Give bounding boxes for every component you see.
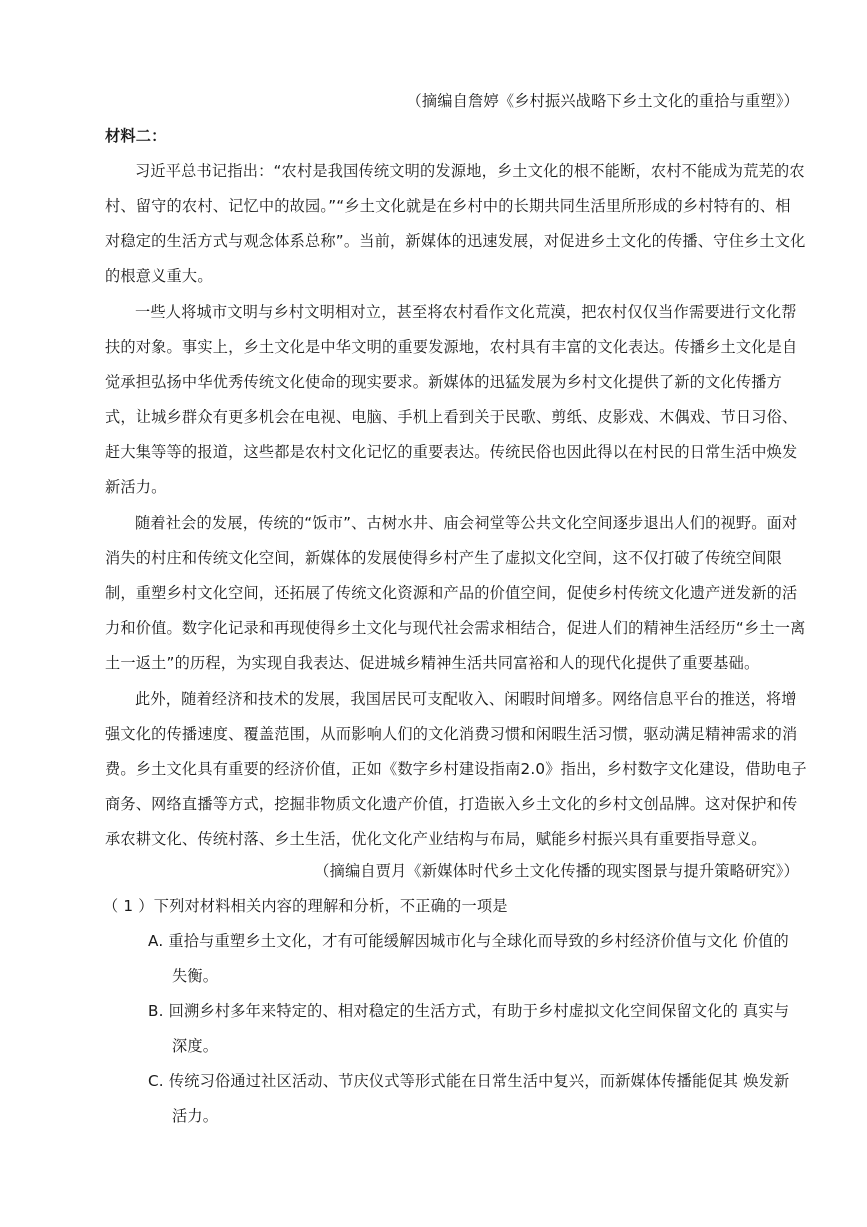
source-citation-2: （摘编自贾月《新媒体时代乡土文化传播的现实图景与提升策略研究》）	[314, 862, 799, 880]
option-b: B. 回溯乡村多年来特定的、相对稳定的生活方式，有助于乡村虚拟文化空间保留文化的 真实与	[148, 1002, 790, 1020]
paragraph-line: 此外，随着经济和技术的发展，我国居民可支配收入、闲暇时间增多。网络信息平台的推送，将增	[135, 690, 797, 708]
paragraph-line: 消失的村庄和传统文化空间，新媒体的发展使得乡村产生了虚拟文化空间，这不仅打破了传统空间限	[105, 549, 783, 567]
source-citation-1: （摘编自詹婷《乡村振兴战略下乡土文化的重拾与重塑》）	[406, 92, 799, 110]
paragraph-line: 对稳定的生活方式与观念体系总称”。当前，新媒体的迅速发展，对促进乡土文化的传播、守住乡土文化	[105, 232, 806, 250]
paragraph-line: 的根意义重大。	[105, 267, 213, 285]
paragraph-line: 承农耕文化、传统村落、乡土生活，优化文化产业结构与布局，赋能乡村振兴具有重要指导意义。	[105, 830, 767, 848]
paragraph-line: 觉承担弘扬中华优秀传统文化使命的现实要求。新媒体的迅猛发展为乡村文化提供了新的文化传播方	[105, 373, 783, 391]
paragraph-line: 土一返土”的历程，为实现自我表达、促进城乡精神生活共同富裕和人的现代化提供了重要基础。	[105, 654, 760, 672]
section-heading: 材料二：	[105, 127, 167, 145]
paragraph-line: 商务、网络直播等方式，挖掘非物质文化遗产价值，打造嵌入乡土文化的乡村文创品牌。这对保护和传	[105, 795, 798, 813]
paragraph-line: 式，让城乡群众有更多机会在电视、电脑、手机上看到关于民歌、剪纸、皮影戏、木偶戏、节日习俗、	[105, 408, 798, 426]
option-c-continuation: 活力。	[172, 1107, 219, 1125]
paragraph-line: 习近平总书记指出：“农村是我国传统文明的发源地，乡土文化的根不能断，农村不能成为荒芜的农	[135, 162, 805, 180]
paragraph-line: 一些人将城市文明与乡村文明相对立，甚至将农村看作文化荒漠，把农村仅仅当作需要进行文化帮	[135, 303, 797, 321]
option-b-continuation: 深度。	[172, 1037, 219, 1055]
paragraph-line: 新活力。	[105, 478, 167, 496]
question-stem: （ 1 ）下列对材料相关内容的理解和分析，不正确的一项是	[103, 897, 508, 915]
option-a: A. 重拾与重塑乡土文化，才有可能缓解因城市化与全球化而导致的乡村经济价值与文化 价值的	[148, 932, 789, 950]
paragraph-line: 制，重塑乡村文化空间，还拓展了传统文化资源和产品的价值空间，促使乡村传统文化遗产迸发新的活	[105, 584, 798, 602]
paragraph-line: 强文化的传播速度、覆盖范围，从而影响人们的文化消费习惯和闲暇生活习惯，驱动满足精神需求的消	[105, 725, 798, 743]
option-c: C. 传统习俗通过社区活动、节庆仪式等形式能在日常生活中复兴，而新媒体传播能促其 焕发新	[148, 1072, 790, 1090]
paragraph-line: 费。乡土文化具有重要的经济价值，正如《数字乡村建设指南2.0》指出，乡村数字文化建设，借助电子	[105, 760, 807, 778]
paragraph-line: 扶的对象。事实上，乡土文化是中华文明的重要发源地，农村具有丰富的文化表达。传播乡土文化是自	[105, 338, 798, 356]
option-a-continuation: 失衡。	[172, 967, 219, 985]
paragraph-line: 赶大集等等的报道，这些都是农村文化记忆的重要表达。传统民俗也因此得以在村民的日常生活中焕发	[105, 443, 798, 461]
paragraph-line: 力和价值。数字化记录和再现使得乡土文化与现代社会需求相结合，促进人们的精神生活经历“乡土一离	[105, 619, 806, 637]
paragraph-line: 村、留守的农村、记忆中的故园。”“乡土文化就是在乡村中的长期共同生活里所形成的乡村特有的、相	[105, 197, 791, 215]
paragraph-line: 随着社会的发展，传统的“饭市”、古树水井、庙会祠堂等公共文化空间逐步退出人们的视野。面对	[135, 514, 798, 532]
